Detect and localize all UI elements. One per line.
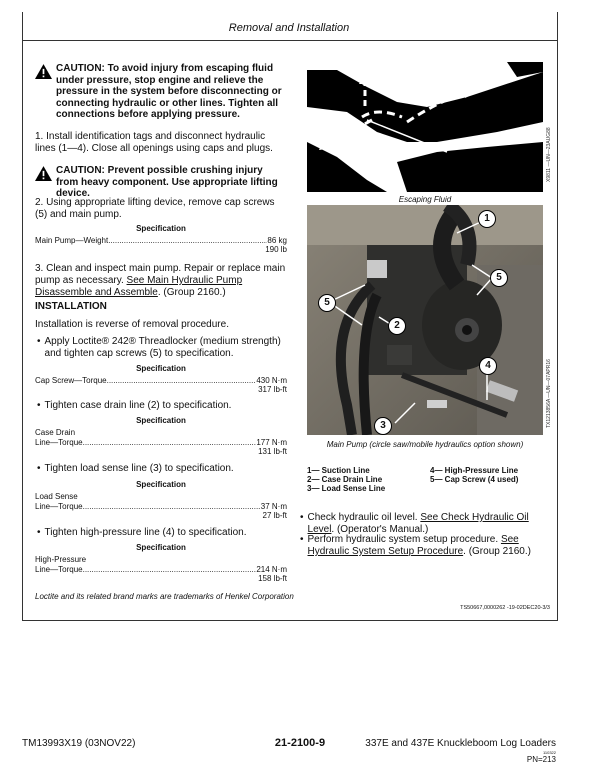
- figure-2-id: TX1213856A —UN—07APR16: [546, 359, 552, 428]
- callout-1: 1: [478, 210, 496, 228]
- spec-load-sense: Specification Load Sense Line—Torque ..... 37 N·m 27 lb-ft: [35, 480, 287, 520]
- caution-crushing: CAUTION: Prevent possible crushing injury from heavy component. Use appropriate lifting device.: [35, 165, 287, 200]
- step-1: 1. Install identification tags and disconnect hydraulic lines (1—4). Close all openings using caps and plugs.: [35, 131, 273, 154]
- page-section-title: Removal and Installation: [228, 22, 350, 34]
- installation-heading: INSTALLATION: [35, 301, 107, 312]
- spec-main-pump-weight: Specification Main Pump—Weight ..... 86 kg 190 lb: [35, 224, 287, 254]
- legend-item-1: 1— Suction Line: [307, 466, 370, 475]
- bullet-case-drain: • Tighten case drain line (2) to specification.: [37, 400, 232, 411]
- warning-triangle-icon: [35, 64, 52, 79]
- legend-item-5: 5— Cap Screw (4 used): [430, 475, 519, 484]
- step-3: 3. Clean and inspect main pump. Repair or replace main pump as necessary. See Main Hydraulic Pump Disassemble and Assemble. (Group 2160.): [35, 263, 286, 298]
- legend-right: [430, 466, 518, 484]
- figure-1-caption: Escaping Fluid: [398, 195, 452, 204]
- callout-3: 3: [374, 417, 392, 435]
- footer-date-small: 110322: [542, 750, 556, 755]
- callout-2: 2: [388, 317, 406, 335]
- legend-left: [307, 466, 385, 493]
- link-check-hydraulic-oil[interactable]: See Check Hydraulic Oil Level: [307, 512, 529, 535]
- footer-page-code: 21-2100-9: [274, 737, 326, 749]
- link-hydraulic-system-setup[interactable]: See Hydraulic System Setup Procedure: [307, 534, 519, 557]
- footer-manual-id: TM13993X19 (03NOV22): [22, 738, 136, 749]
- legend-item-4: 4— High-Pressure Line: [430, 466, 519, 475]
- bullet-load-sense: • Tighten load sense line (3) to specification.: [37, 463, 234, 474]
- bullet-loctite: • Apply Loctite® 242® Threadlocker (medium strength) and tighten cap screws (5) to specification.: [37, 336, 281, 359]
- legend-item-2: 2— Case Drain Line: [307, 475, 383, 484]
- figure-1-id: X9811 —UN—23AUG88: [546, 127, 552, 182]
- link-main-pump-disassemble[interactable]: See Main Hydraulic Pump Disassemble and Assemble: [35, 275, 243, 298]
- spec-case-drain: Specification Case Drain Line—Torque ..... 177 N·m 131 lb-ft: [35, 416, 287, 456]
- loctite-trademark-note: Loctite and its related brand marks are trademarks of Henkel Corporation: [35, 592, 294, 601]
- spec-cap-screw: Specification Cap Screw—Torque ..... 430 N·m 317 lb-ft: [35, 364, 287, 394]
- footer-page-number: PN=213: [526, 755, 556, 764]
- bullet-check-oil: • Check hydraulic oil level. See Check Hydraulic Oil Level. (Operator's Manual.): [300, 512, 529, 535]
- warning-triangle-icon: [35, 166, 52, 181]
- escaping-fluid-illustration: [307, 62, 543, 192]
- caution-escaping-fluid: CAUTION: To avoid injury from escaping fluid under pressure, stop engine and relieve the pressure in the system before disconnecting or connecting hydraulic or other lines. Tighten all connections before applying pressure.: [35, 63, 287, 121]
- callout-5-right: 5: [490, 269, 508, 287]
- callout-4: 4: [479, 357, 497, 375]
- doc-code: TS50667,0000262 -19-02DEC20-3/3: [460, 605, 550, 611]
- bullet-high-pressure: • Tighten high-pressure line (4) to specification.: [37, 527, 247, 538]
- install-text: Installation is reverse of removal procedure.: [35, 319, 229, 330]
- callout-overlay: [307, 205, 543, 435]
- spec-heading: Specification: [136, 224, 186, 233]
- footer-product: 337E and 437E Knuckleboom Log Loaders: [365, 738, 556, 749]
- callout-5-left: 5: [318, 294, 336, 312]
- bullet-setup-procedure: • Perform hydraulic system setup procedure. See Hydraulic System Setup Procedure. (Group 2160.): [300, 534, 531, 557]
- step-2: 2. Using appropriate lifting device, remove cap screws (5) and main pump.: [35, 197, 275, 220]
- spec-high-pressure: Specification High-Pressure Line—Torque ..... 214 N·m 158 lb-ft: [35, 543, 287, 583]
- legend-item-3: 3— Load Sense Line: [307, 484, 386, 493]
- figure-2-caption: Main Pump (circle saw/mobile hydraulics option shown): [326, 440, 524, 449]
